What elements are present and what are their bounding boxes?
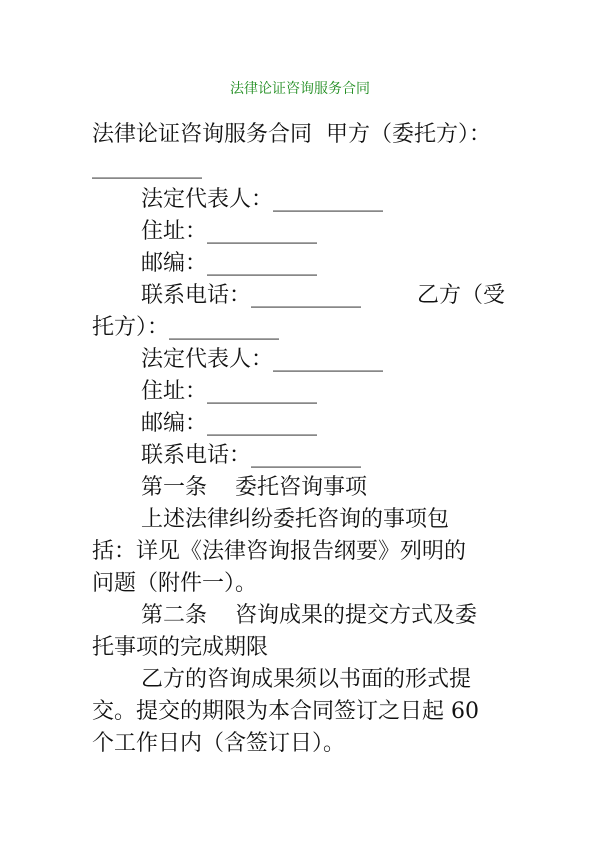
party-b-label-start: 乙方（受 bbox=[417, 283, 506, 308]
contract-title-line: 法律论证咨询服务合同 甲方（委托方）： bbox=[92, 122, 491, 147]
article-2-body-line-1: 乙方的咨询成果须以书面的形式提 bbox=[141, 667, 472, 692]
party-a-phone: 联系电话：__________ bbox=[141, 283, 362, 308]
article-1-body-line-2: 括：详见《法律咨询报告纲要》列明的 bbox=[92, 539, 467, 564]
party-a-blank: __________ bbox=[92, 154, 202, 179]
article-2-heading-line-1: 第二条 咨询成果的提交方式及委 bbox=[141, 603, 477, 628]
party-b-legal-rep: 法定代表人：__________ bbox=[141, 347, 384, 372]
article-1-heading: 第一条 委托咨询事项 bbox=[141, 475, 367, 500]
party-a-postcode: 邮编：__________ bbox=[141, 251, 318, 276]
article-2-heading-line-2: 托事项的完成期限 bbox=[92, 635, 269, 660]
party-b-postcode: 邮编：__________ bbox=[141, 411, 318, 436]
document-header-title: 法律论证咨询服务合同 bbox=[230, 81, 370, 97]
party-b-address: 住址：__________ bbox=[141, 379, 318, 404]
article-1-body-line-1: 上述法律纠纷委托咨询的事项包 bbox=[141, 507, 450, 532]
article-1-body-line-3: 问题（附件一）。 bbox=[92, 571, 258, 596]
party-a-address: 住址：__________ bbox=[141, 219, 318, 244]
party-b-phone: 联系电话：__________ bbox=[141, 443, 362, 468]
article-2-body-line-3: 个工作日内（含签订日）。 bbox=[92, 731, 346, 756]
party-b-label-end: 托方）：__________ bbox=[92, 315, 280, 340]
party-a-legal-rep: 法定代表人：__________ bbox=[141, 187, 384, 212]
article-2-body-line-2: 交。提交的期限为本合同签订之日起 60 bbox=[92, 699, 479, 724]
